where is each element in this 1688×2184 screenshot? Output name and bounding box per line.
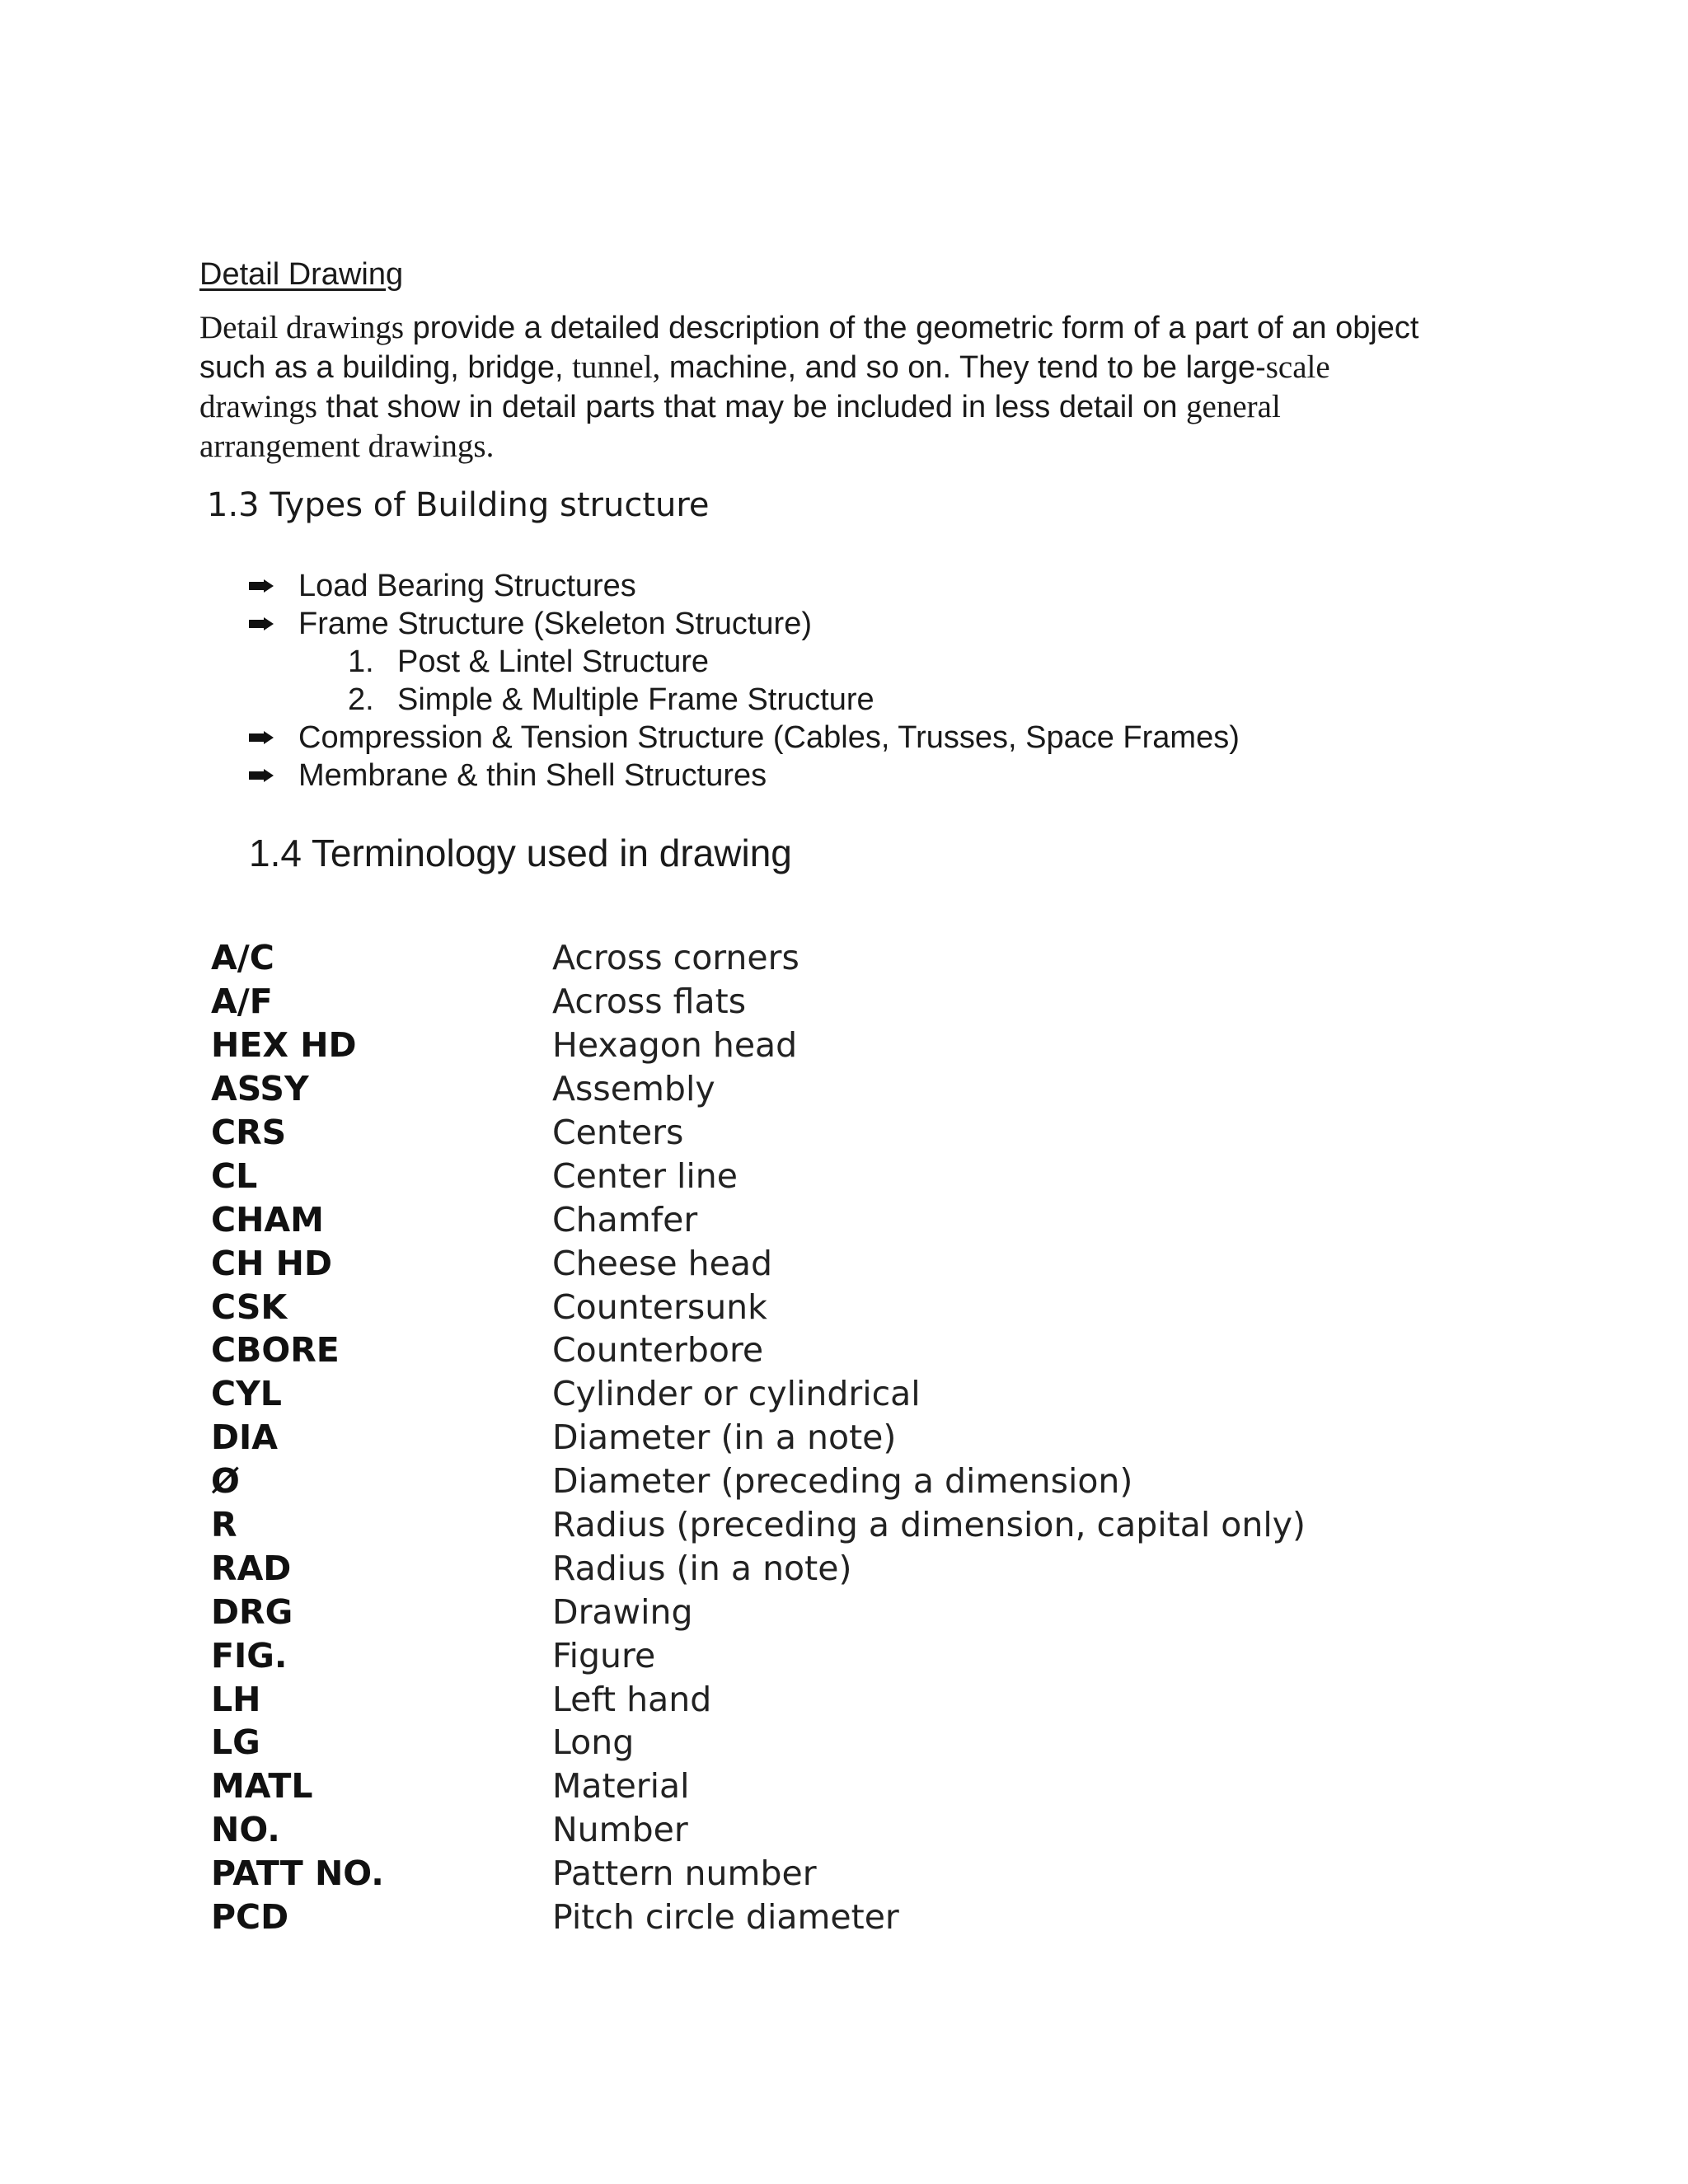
arrow-bullet-icon (249, 579, 274, 593)
meaning-cell: Drawing (552, 1591, 693, 1632)
table-row (211, 1765, 1306, 1808)
meaning-cell: Radius (preceding a dimension, capital only) (552, 1505, 1306, 1545)
list-item: Membrane & thin Shell Structures (247, 757, 1240, 794)
abbreviation-cell: MATL (211, 1766, 313, 1807)
arrow-bullet-icon (249, 731, 274, 744)
meaning-cell: Across flats (552, 982, 747, 1022)
abbreviation-cell: CSK (211, 1286, 288, 1327)
table-row (211, 1024, 1306, 1067)
meaning-cell: Long (552, 1722, 635, 1763)
abbreviation-cell: CYL (211, 1374, 282, 1414)
list-item: Frame Structure (Skeleton Structure) (247, 605, 1240, 643)
arrow-bullet-icon (249, 617, 274, 630)
abbreviation-cell: DIA (211, 1418, 279, 1458)
table-row (211, 1590, 1306, 1633)
abbreviation-cell: LH (211, 1679, 261, 1719)
abbreviation-cell: A/F (211, 982, 273, 1022)
detail-drawing-paragraph (199, 308, 1518, 466)
meaning-cell: Cylinder or cylindrical (552, 1374, 921, 1414)
table-row (211, 1460, 1306, 1503)
table-row (211, 1241, 1306, 1285)
abbreviation-cell: RAD (211, 1548, 292, 1588)
sub-list-item: 2. Simple & Multiple Frame Structure (348, 682, 874, 717)
table-row (211, 1067, 1306, 1111)
meaning-cell: Diameter (in a note) (552, 1418, 897, 1458)
meaning-cell: Left hand (552, 1679, 712, 1719)
abbreviation-cell: PATT NO. (211, 1854, 384, 1894)
sub-list-item: 1. Post & Lintel Structure (348, 644, 710, 679)
abbreviation-cell: Ø (211, 1461, 240, 1502)
abbreviation-cell: CBORE (211, 1330, 340, 1371)
arrow-bullet-icon (249, 769, 274, 782)
paragraph-line: such as a building, bridge, tunnel, machine, and so on. They tend to be large-scale (199, 349, 1330, 385)
table-row (211, 1154, 1306, 1197)
meaning-cell: Across corners (552, 938, 799, 978)
abbreviation-cell: CHAM (211, 1199, 324, 1240)
abbreviation-cell: HEX HD (211, 1025, 357, 1066)
meaning-cell: Pitch circle diameter (552, 1897, 899, 1938)
meaning-cell: Assembly (552, 1069, 715, 1109)
meaning-cell: Cheese head (552, 1243, 773, 1283)
meaning-cell: Diameter (preceding a dimension) (552, 1461, 1133, 1502)
paragraph-line: Detail drawings provide a detailed description of the geometric form of a part of an object (199, 310, 1419, 345)
abbreviation-cell: FIG. (211, 1635, 288, 1675)
table-row (211, 1197, 1306, 1241)
table-row (211, 1677, 1306, 1721)
table-row (211, 1285, 1306, 1329)
table-row (211, 1852, 1306, 1896)
meaning-cell: Center line (552, 1155, 738, 1196)
table-row (211, 1111, 1306, 1155)
structure-types-list (247, 567, 1240, 794)
meaning-cell: Material (552, 1766, 690, 1807)
table-row (211, 1329, 1306, 1372)
terminology-table (211, 936, 1306, 1938)
meaning-cell: Countersunk (552, 1286, 767, 1327)
paragraph-line: arrangement drawings. (199, 429, 495, 464)
table-row (211, 1808, 1306, 1852)
table-row (211, 1416, 1306, 1460)
abbreviation-cell: R (211, 1505, 237, 1545)
abbreviation-cell: NO. (211, 1810, 280, 1850)
paragraph-line: drawings that show in detail parts that may be included in less detail on general (199, 389, 1281, 424)
list-item: Compression & Tension Structure (Cables, Trusses, Space Frames) (247, 719, 1240, 757)
meaning-cell: Chamfer (552, 1199, 698, 1240)
meaning-cell: Centers (552, 1113, 684, 1152)
table-row (211, 1546, 1306, 1590)
abbreviation-cell: DRG (211, 1591, 293, 1632)
table-row (211, 1372, 1306, 1416)
meaning-cell: Figure (552, 1635, 656, 1675)
list-item: Load Bearing Structures (247, 567, 1240, 605)
abbreviation-cell: CH HD (211, 1243, 333, 1283)
abbreviation-cell: PCD (211, 1897, 289, 1938)
abbreviation-cell: CRS (211, 1113, 287, 1152)
abbreviation-cell: ASSY (211, 1069, 309, 1109)
abbreviation-cell: A/C (211, 938, 274, 978)
meaning-cell: Counterbore (552, 1330, 764, 1371)
table-row (211, 936, 1306, 980)
table-row (211, 1503, 1306, 1547)
table-row (211, 980, 1306, 1024)
abbreviation-cell: CL (211, 1155, 258, 1196)
detail-drawing-heading: Detail Drawing (199, 257, 404, 292)
table-row (211, 1896, 1306, 1939)
meaning-cell: Hexagon head (552, 1025, 798, 1066)
table-row (211, 1721, 1306, 1765)
meaning-cell: Radius (in a note) (552, 1548, 852, 1588)
types-section-heading: 1.3 Types of Building structure (207, 486, 710, 524)
meaning-cell: Pattern number (552, 1854, 817, 1894)
table-row (211, 1633, 1306, 1677)
meaning-cell: Number (552, 1810, 688, 1850)
abbreviation-cell: LG (211, 1722, 260, 1763)
terminology-section-heading: 1.4 Terminology used in drawing (249, 832, 792, 874)
